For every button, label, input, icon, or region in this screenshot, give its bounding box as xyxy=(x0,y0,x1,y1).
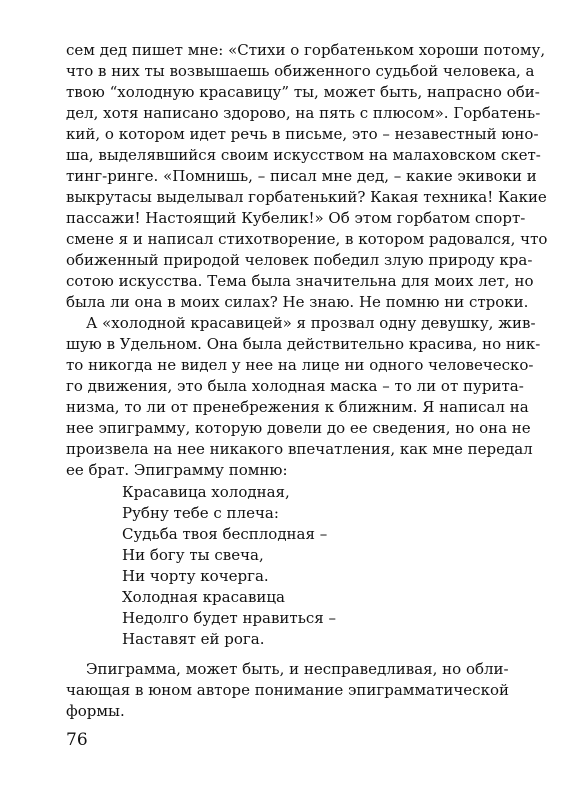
page-number: 76 xyxy=(66,730,88,750)
paragraph-1-line: ша, выделявшийся своим искусством на малаховском скет- xyxy=(66,146,541,164)
paragraph-2-line: низма, то ли от пренебрежения к ближним. Я написал на xyxy=(66,398,529,416)
paragraph-1-line: смене я и написал стихотворение, в котором радовался, что xyxy=(66,230,548,248)
poem-line: Красавица холодная, xyxy=(122,483,290,501)
paragraph-1-line: сотою искусства. Тема была значительна для моих лет, но xyxy=(66,272,534,290)
paragraph-1-line: обиженный природой человек победил злую природу кра- xyxy=(66,251,533,269)
poem-line: Недолго будет нравиться – xyxy=(122,609,337,627)
paragraph-1-line: выкрутасы выделывал горбатенький? Какая техника! Какие xyxy=(66,188,547,206)
paragraph-3-line: Эпиграмма, может быть, и несправедливая, но обли- xyxy=(86,660,509,678)
paragraph-1-line: была ли она в моих силах? Не знаю. Не помню ни строки. xyxy=(66,293,529,311)
paragraph-2-line: А «холодной красавицей» я прозвал одну девушку, жив- xyxy=(86,314,536,332)
paragraph-3-line: чающая в юном авторе понимание эпиграмматической xyxy=(66,681,509,699)
paragraph-1-line: тинг-ринге. «Помнишь, – писал мне дед, – какие экивоки и xyxy=(66,167,537,185)
paragraph-2-line: ее брат. Эпиграмму помню: xyxy=(66,461,288,479)
poem-line: Наставят ей рога. xyxy=(122,630,265,648)
poem-line: Судьба твоя бесплодная – xyxy=(122,525,328,543)
paragraph-2-line: шую в Удельном. Она была действительно красива, но ник- xyxy=(66,335,541,353)
poem-line: Ни богу ты свеча, xyxy=(122,546,264,564)
paragraph-1-line: кий, о котором идет речь в письме, это – незавестный юно- xyxy=(66,125,539,143)
poem-line: Рубну тебе с плеча: xyxy=(122,504,279,522)
paragraph-1-line: сем дед пишет мне: «Стихи о горбатеньком хороши потому, xyxy=(66,41,546,59)
paragraph-3-line: формы. xyxy=(66,702,125,720)
poem-line: Ни чорту кочерга. xyxy=(122,567,269,585)
paragraph-1-line: дел, хотя написано здорово, на пять с плюсом». Горбатень- xyxy=(66,104,541,122)
paragraph-2-line: нее эпиграмму, которую довели до ее сведения, но она не xyxy=(66,419,531,437)
paragraph-2-line: то никогда не видел у нее на лице ни одного человеческо- xyxy=(66,356,534,374)
paragraph-2-line: произвела на нее никакого впечатления, как мне передал xyxy=(66,440,533,458)
poem-line: Холодная красавица xyxy=(122,588,285,606)
paragraph-2-line: го движения, это была холодная маска – то ли от пурита- xyxy=(66,377,524,395)
paragraph-1-line: пассажи! Настоящий Кубелик!» Об этом горбатом спорт- xyxy=(66,209,526,227)
paragraph-1-line: что в них ты возвышаешь обиженного судьбой человека, а xyxy=(66,62,535,80)
paragraph-1-line: твою “холодную красавицу” ты, может быть, напрасно оби- xyxy=(66,83,540,101)
